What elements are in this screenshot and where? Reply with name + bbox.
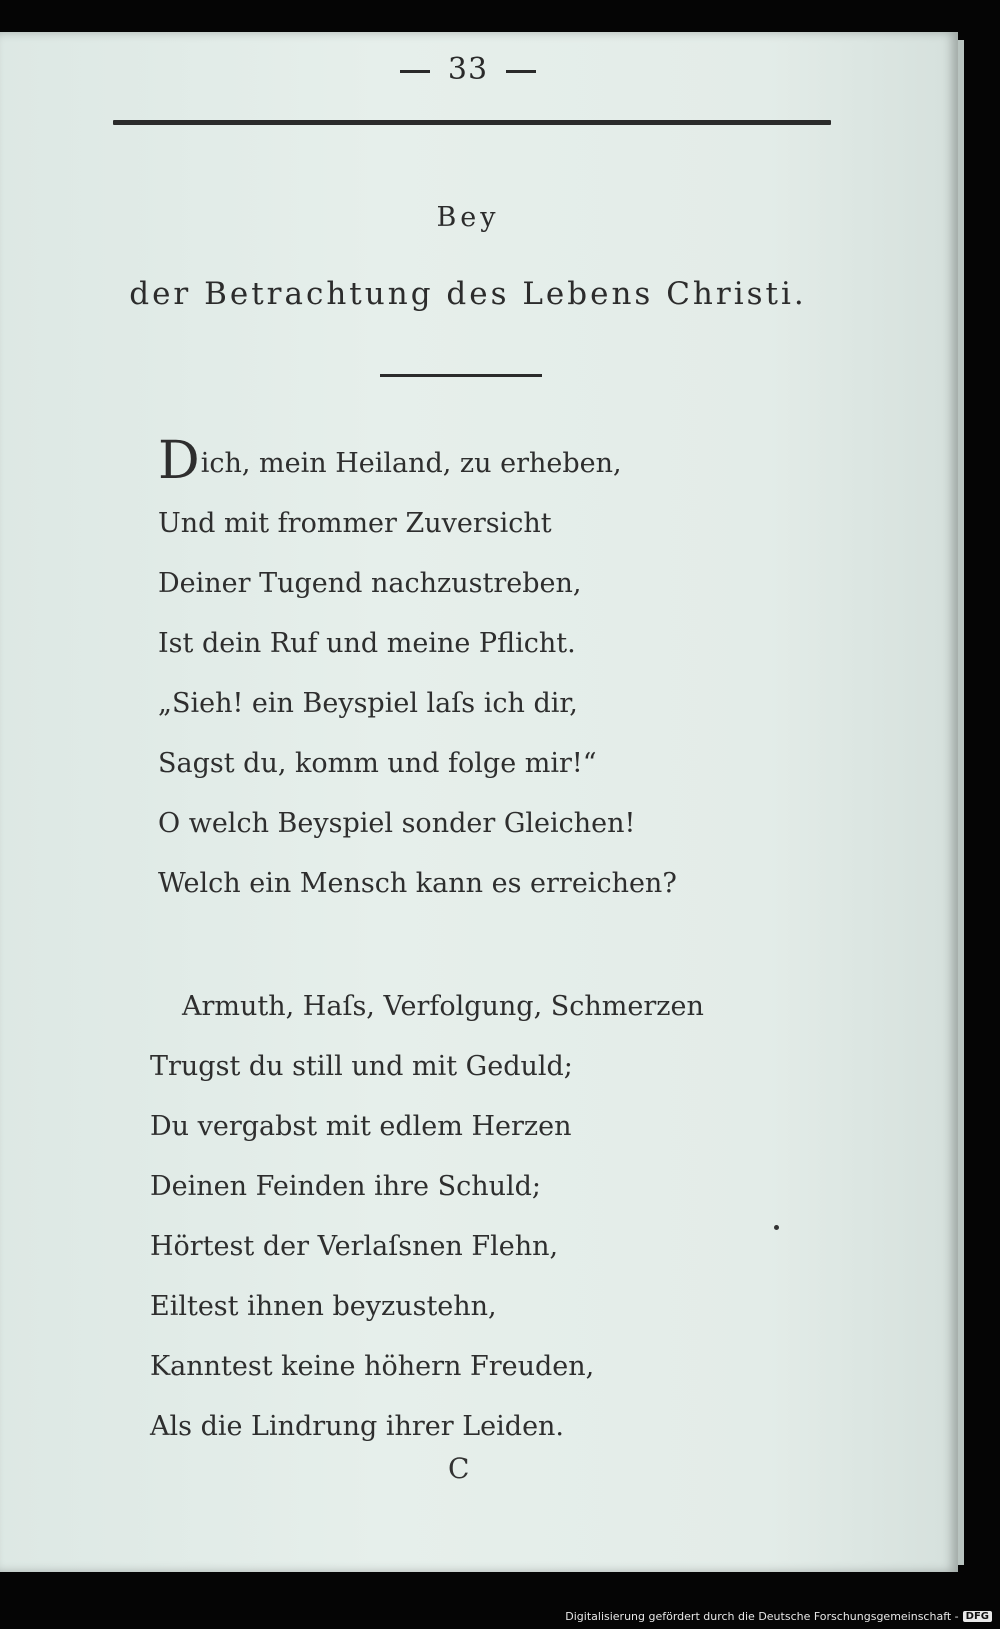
verse-line: „Sieh! ein Beyspiel laſs ich dir, — [158, 688, 578, 719]
verse-line: Kanntest keine höhern Freuden, — [150, 1351, 595, 1382]
verse-line: Welch ein Mensch kann es erreichen? — [158, 868, 677, 899]
verse-line: Armuth, Haſs, Verfolgung, Schmerzen — [182, 991, 704, 1022]
ink-speck — [774, 1225, 779, 1230]
signature-mark: C — [448, 1452, 470, 1485]
verse-line: Hörtest der Verlaſsnen Flehn, — [150, 1231, 559, 1262]
verse-line-text: ich, mein Heiland, zu erheben, — [200, 448, 622, 479]
page-edge — [958, 40, 964, 1565]
dash-left — [400, 70, 430, 73]
stanza-1 — [158, 431, 677, 914]
stanza-2 — [150, 977, 704, 1457]
title-line-2: der Betrachtung des Lebens Christi. — [129, 276, 807, 312]
page-number — [0, 52, 936, 87]
page-number-text: 33 — [447, 52, 489, 87]
credit-text: Digitalisierung gefördert durch die Deutsche Forschungsgemeinschaft - — [565, 1610, 959, 1623]
verse-line: Und mit frommer Zuversicht — [158, 508, 552, 539]
verse-line: O welch Beyspiel sonder Gleichen! — [158, 808, 636, 839]
verse-line: Sagst du, komm und folge mir!“ — [158, 748, 597, 779]
verse-line: Trugst du still und mit Geduld; — [150, 1051, 573, 1082]
dfg-logo: DFG — [963, 1611, 992, 1622]
verse-line: Eiltest ihnen beyzustehn, — [150, 1291, 497, 1322]
verse-line: Deinen Feinden ihre Schuld; — [150, 1171, 541, 1202]
dash-right — [506, 70, 536, 73]
verse-line: Als die Lindrung ihrer Leiden. — [150, 1411, 565, 1442]
verse-line: Ist dein Ruf und meine Pflicht. — [158, 628, 576, 659]
title-divider — [380, 374, 542, 377]
drop-cap: D — [158, 431, 200, 491]
digitization-credit — [565, 1610, 992, 1623]
verse-line: Deiner Tugend nachzustreben, — [158, 568, 582, 599]
verse-line: Du vergabst mit edlem Herzen — [150, 1111, 572, 1142]
verse-line — [158, 431, 677, 494]
title-line-1: Bey — [436, 202, 500, 233]
header-rule — [113, 120, 831, 125]
